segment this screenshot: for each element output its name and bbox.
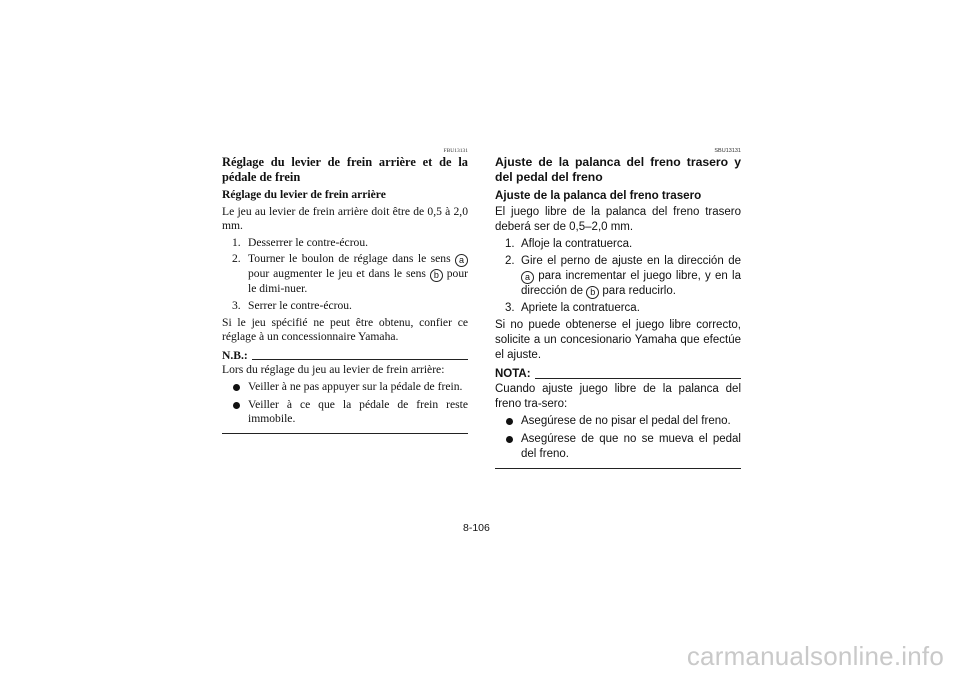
step-text: Afloje la contratuerca. (521, 238, 633, 250)
bullet-item (495, 414, 741, 429)
note-end-rule (222, 433, 468, 434)
section-code: SBU13131 (714, 148, 741, 154)
step-number: 1. (505, 238, 515, 250)
step-text-end: pour le dimi-nuer. (248, 267, 468, 296)
step-item (222, 299, 468, 314)
note-text: Lors du réglage du jeu au levier de frein arrière: (222, 363, 445, 377)
bullet-icon (506, 418, 513, 425)
step-item (222, 252, 468, 297)
circled-letter-a-icon: a (521, 271, 534, 284)
step-text: Tourner le boulon de réglage dans le sens (248, 252, 455, 266)
after-paragraph: Si le jeu spécifié ne peut être obtenu, confier ce réglage à un concessionnaire Yamaha. (222, 315, 468, 344)
section-title: Réglage du levier de frein arrière et de la pédale de frein (222, 155, 468, 184)
note-label: N.B.: (222, 348, 248, 362)
note-header (222, 349, 468, 364)
note-header (495, 367, 741, 382)
step-number: 3. (232, 298, 241, 312)
spanish-column (495, 148, 741, 469)
bullet-icon (233, 402, 240, 409)
intro-paragraph: Le jeu au levier de frein arrière doit être de 0,5 à 2,0 mm. (222, 204, 468, 233)
step-text-end: para reducirlo. (599, 285, 676, 297)
circled-letter-b-icon: b (586, 286, 599, 299)
circled-letter-a-icon: a (455, 254, 468, 267)
step-text: Apriete la contratuerca. (521, 302, 640, 314)
bullet-item (495, 432, 741, 462)
note-bullets (495, 414, 741, 462)
bullet-item (222, 398, 468, 427)
note-end-rule (495, 468, 741, 469)
section-title: Ajuste de la palanca del freno trasero y del pedal del freno (495, 155, 741, 184)
french-column (222, 148, 468, 434)
step-text: Gire el perno de ajuste en la dirección de (521, 255, 741, 267)
section-code: FBU13131 (443, 148, 468, 154)
step-text: Desserrer le contre-écrou. (248, 235, 369, 249)
step-item (495, 254, 741, 299)
note-rule (252, 359, 468, 360)
note-bullets (222, 380, 468, 427)
section-subtitle: Réglage du levier de frein arrière (222, 188, 386, 201)
step-number: 1. (232, 235, 241, 249)
step-number: 2. (232, 252, 241, 266)
bullet-icon (233, 384, 240, 391)
bullet-item (222, 380, 468, 395)
note-rule (535, 378, 741, 379)
circled-letter-b-icon: b (430, 269, 443, 282)
bullet-icon (506, 436, 513, 443)
bullet-text: Veiller à ne pas appuyer sur la pédale de frein. (248, 379, 463, 393)
step-item (495, 237, 741, 252)
step-text-mid: pour augmenter le jeu et dans le sens (248, 267, 430, 281)
note-label: NOTA: (495, 368, 531, 380)
step-number: 3. (505, 302, 515, 314)
step-text: Serrer le contre-écrou. (248, 298, 352, 312)
step-item (222, 236, 468, 251)
bullet-text: Asegúrese de no pisar el pedal del freno. (521, 415, 731, 427)
bullet-text: Asegúrese de que no se mueva el pedal del freno. (521, 433, 741, 460)
step-text-mid: para incrementar el juego libre, y en la dirección de (521, 270, 741, 297)
note-text: Cuando ajuste juego libre de la palanca del freno tra-sero: (495, 383, 741, 410)
steps-list (495, 237, 741, 316)
step-item (495, 301, 741, 316)
steps-list (222, 236, 468, 314)
watermark: carmanualsonline.info (686, 641, 944, 671)
section-subtitle: Ajuste de la palanca del freno trasero (495, 189, 702, 202)
step-number: 2. (505, 255, 515, 267)
page-number: 8-106 (463, 522, 490, 534)
intro-paragraph: El juego libre de la palanca del freno trasero deberá ser de 0,5–2,0 mm. (495, 206, 741, 233)
after-paragraph: Si no puede obtenerse el juego libre correcto, solicite a un concesionario Yamaha que efectúe el ajuste. (495, 319, 741, 361)
bullet-text: Veiller à ce que la pédale de frein reste immobile. (248, 397, 468, 426)
